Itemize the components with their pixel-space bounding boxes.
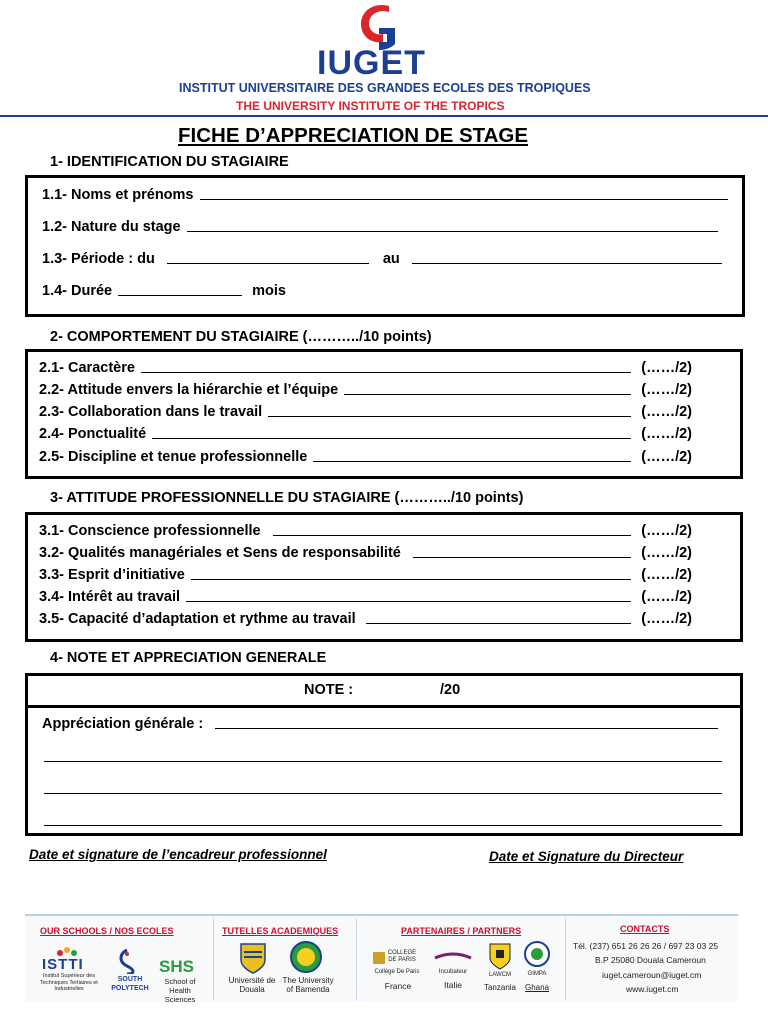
input-line-names[interactable] (200, 198, 729, 200)
input-line-nature[interactable] (187, 230, 718, 232)
university-bamenda-name: The University of Bamenda (282, 976, 334, 994)
label-names: 1.1- Noms et prénoms (42, 187, 194, 203)
footer-schools-heading: OUR SCHOOLS / NOS ECOLES (40, 926, 174, 936)
ghana-label: Ghana (524, 983, 550, 992)
footer-tutelles-heading: TUTELLES ACADEMIQUES (222, 926, 339, 936)
south-polytech-logo-icon (114, 948, 140, 974)
score-qualites: (……/2) (641, 545, 692, 561)
label-interet: 3.4- Intérêt au travail (39, 589, 181, 605)
score-ponctualite: (……/2) (641, 426, 692, 442)
south-polytech-name: SOUTH POLYTECH (111, 976, 149, 992)
input-line-appreciation-1[interactable] (215, 727, 718, 729)
label-qualites: 3.2- Qualités managériales et Sens de responsabilité (39, 545, 401, 561)
item-3-2 (39, 545, 692, 561)
label-au: au (382, 251, 400, 267)
istti-name: ISTTI (42, 956, 84, 973)
label-initiative: 3.3- Esprit d’initiative (39, 567, 185, 583)
input-line-interet[interactable] (186, 600, 631, 602)
university-bamenda-logo-icon (289, 940, 323, 974)
page-title: FICHE D’APPRECIATION DE STAGE (178, 124, 529, 147)
note-max: /20 (440, 682, 461, 698)
score-attitude: (……/2) (641, 382, 692, 398)
section2-heading: 2- COMPORTEMENT DU STAGIAIRE (………../10 points) (50, 329, 432, 345)
college-de-paris-sub: Collège De Paris (374, 969, 420, 975)
score-discipline: (……/2) (641, 449, 692, 465)
label-conscience: 3.1- Conscience professionnelle (39, 523, 261, 539)
gimpa-name: GIMPA (527, 971, 547, 977)
universite-douala-logo-icon (238, 942, 268, 974)
gimpa-logo-icon (523, 940, 551, 968)
input-line-duree[interactable] (118, 294, 242, 296)
footer-divider-2 (356, 918, 357, 1000)
item-3-1 (39, 523, 692, 539)
institute-name-fr: INSTITUT UNIVERSITAIRE DES GRANDES ECOLES DES TROPIQUES (179, 81, 591, 95)
input-line-initiative[interactable] (191, 578, 631, 580)
logo-text: IUGET (317, 44, 426, 82)
item-3-5 (39, 611, 692, 627)
istti-desc: Institut Supérieur des Techniques Tertiaires et Industrielles (40, 973, 98, 992)
section4-heading: 4- NOTE ET APPRECIATION GENERALE (50, 650, 327, 666)
section3-heading: 3- ATTITUDE PROFESSIONNELLE DU STAGIAIRE (………../10 points) (50, 490, 524, 506)
input-line-conscience[interactable] (273, 534, 632, 536)
field-periode (42, 251, 728, 267)
score-initiative: (……/2) (641, 567, 692, 583)
item-3-3 (39, 567, 692, 583)
france-label: France (384, 981, 412, 991)
label-duree: 1.4- Durée (42, 283, 113, 299)
signature-encadreur: Date et signature de l’encadreur professionnel (29, 847, 327, 862)
input-line-appreciation-3[interactable] (44, 793, 722, 794)
field-names (42, 187, 734, 203)
input-line-collaboration[interactable] (268, 415, 631, 417)
appreciation-row (42, 716, 724, 732)
input-line-qualites[interactable] (413, 556, 631, 558)
college-de-paris-name: COLLEGE DE PARIS (387, 950, 417, 963)
score-adaptation: (……/2) (641, 611, 692, 627)
label-adaptation: 3.5- Capacité d’adaptation et rythme au travail (39, 611, 356, 627)
input-line-appreciation-4[interactable] (44, 825, 722, 826)
label-collaboration: 2.3- Collaboration dans le travail (39, 404, 263, 420)
section1-heading: 1- IDENTIFICATION DU STAGIAIRE (50, 154, 289, 170)
input-line-appreciation-2[interactable] (44, 761, 722, 762)
score-caractere: (……/2) (641, 360, 692, 376)
input-line-adaptation[interactable] (366, 622, 632, 624)
score-conscience: (……/2) (641, 523, 692, 539)
field-nature (42, 219, 724, 235)
section3-box (25, 512, 743, 642)
label-mois: mois (252, 283, 286, 299)
field-duree (42, 283, 286, 299)
section2-box (25, 349, 743, 479)
shs-desc: School of Health Sciences (164, 977, 196, 1004)
universite-douala-name: Université de Douala (228, 976, 276, 994)
note-label: NOTE : (304, 682, 354, 698)
item-2-5 (39, 449, 692, 465)
contact-address: B.P 25080 Douala Cameroun (595, 955, 706, 965)
label-nature: 1.2- Nature du stage (42, 219, 181, 235)
section4-box (25, 673, 743, 836)
footer-contacts-heading: CONTACTS (620, 924, 670, 934)
label-appreciation: Appréciation générale : (42, 716, 204, 732)
input-line-periode-au[interactable] (412, 262, 722, 264)
institute-name-en: THE UNIVERSITY INSTITUTE OF THE TROPICS (236, 99, 505, 113)
label-ponctualite: 2.4- Ponctualité (39, 426, 147, 442)
input-line-attitude[interactable] (344, 393, 631, 395)
item-2-3 (39, 404, 692, 420)
header-divider (0, 115, 768, 117)
contact-website[interactable]: www.iuget.cm (626, 984, 679, 994)
label-caractere: 2.1- Caractère (39, 360, 135, 376)
incubateur-logo-icon (433, 950, 473, 962)
item-2-1 (39, 360, 692, 376)
signature-directeur: Date et Signature du Directeur (489, 849, 684, 864)
shs-name: SHS (159, 957, 194, 976)
item-2-2 (39, 382, 692, 398)
contact-email[interactable]: iuget.cameroun@iuget.cm (602, 970, 702, 980)
incubateur-name: Incubateur (438, 969, 468, 975)
tanzania-label: Tanzania (483, 983, 517, 992)
item-3-4 (39, 589, 692, 605)
italie-label: Italie (444, 980, 462, 990)
score-interet: (……/2) (641, 589, 692, 605)
footer-partners-heading: PARTENAIRES / PARTNERS (401, 926, 522, 936)
lawcm-logo-icon (488, 942, 512, 970)
item-2-4 (39, 426, 692, 442)
footer-divider-1 (213, 918, 214, 1000)
section1-box (25, 175, 745, 317)
input-line-periode-du[interactable] (167, 262, 369, 264)
score-collaboration: (……/2) (641, 404, 692, 420)
contact-phone: Tél. (237) 651 26 26 26 / 697 23 03 25 (573, 941, 719, 951)
input-line-discipline[interactable] (313, 460, 631, 462)
input-line-ponctualite[interactable] (152, 437, 631, 439)
note-row-divider (28, 705, 740, 708)
label-discipline: 2.5- Discipline et tenue professionnelle (39, 449, 308, 465)
label-attitude: 2.2- Attitude envers la hiérarchie et l’équipe (39, 382, 339, 398)
input-line-caractere[interactable] (141, 371, 631, 373)
label-periode: 1.3- Période : du (42, 251, 155, 267)
lawcm-name: LAWCM (488, 972, 512, 978)
footer-divider-3 (565, 918, 566, 1000)
